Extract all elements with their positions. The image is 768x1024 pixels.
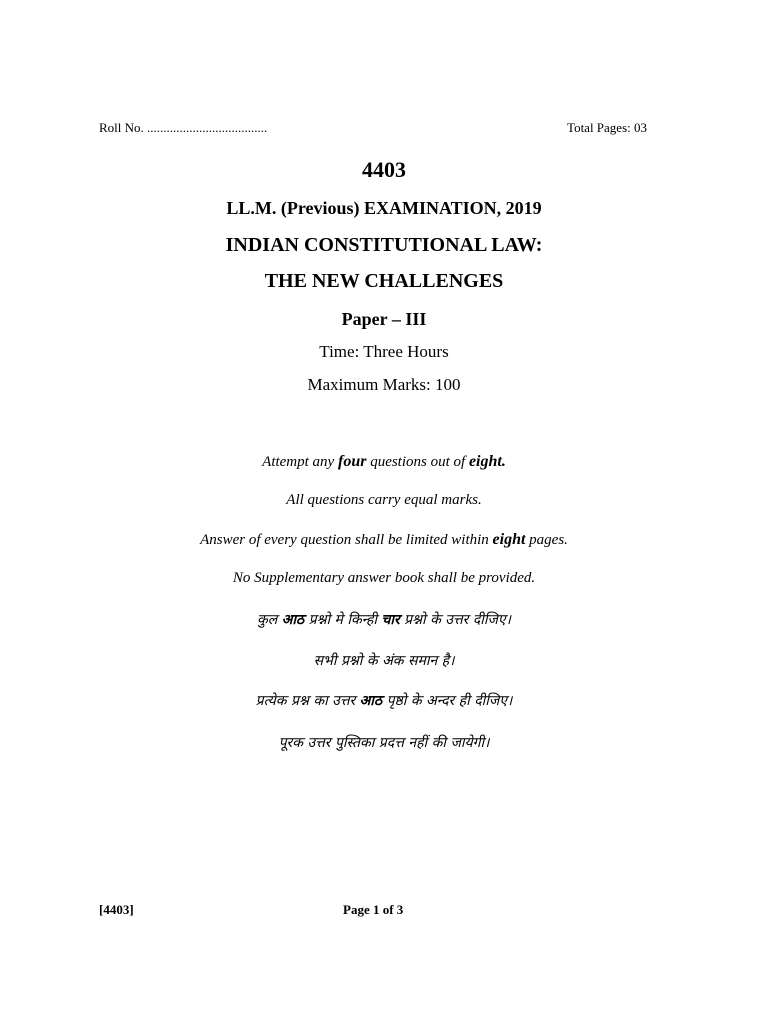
hindi-instruction-attempt: कुल आठ प्रश्नो मे किन्ही चार प्रश्नो के उत्तर दीजिए। — [257, 612, 511, 628]
roll-no: Roll No. ..................................... — [99, 120, 268, 135]
exam-title: LL.M. (Previous) EXAMINATION, 2019 — [226, 198, 542, 218]
instruction-no-supplementary: No Supplementary answer book shall be provided. — [232, 570, 536, 586]
time-allowed: Time: Three Hours — [319, 342, 449, 361]
total-pages: Total Pages: 03 — [567, 120, 647, 135]
instruction-equal-marks: All questions carry equal marks. — [286, 492, 482, 508]
instruction-attempt: Attempt any four questions out of eight. — [262, 453, 506, 470]
paper-code: 4403 — [362, 157, 406, 182]
hindi-instruction-no-supplementary: पूरक उत्तर पुस्तिका प्रदत्त नहीं की जायेगी। — [278, 735, 490, 751]
subject-line-1: INDIAN CONSTITUTIONAL LAW: — [225, 234, 543, 256]
footer-code: [4403] — [99, 902, 134, 917]
hindi-instruction-equal-marks: सभी प्रश्नो के अंक समान है। — [313, 653, 455, 669]
subject-line-2: THE NEW CHALLENGES — [264, 270, 504, 292]
page-footer — [99, 902, 509, 918]
hindi-instruction-page-limit: प्रत्येक प्रश्न का उत्तर आठ पृष्ठो के अन्दर ही दीजिए। — [255, 693, 513, 709]
page-number: Page 1 of 3 — [343, 902, 404, 917]
header-row — [99, 120, 647, 136]
instruction-page-limit: Answer of every question shall be limited within eight pages. — [200, 531, 568, 548]
maximum-marks: Maximum Marks: 100 — [307, 375, 461, 394]
paper-number: Paper – III — [341, 309, 427, 329]
